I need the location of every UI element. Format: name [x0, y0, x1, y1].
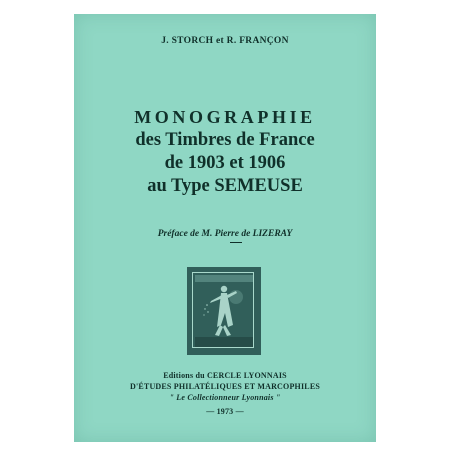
publication-year: — 1973 — [206, 407, 244, 416]
title-line-1: MONOGRAPHIE [134, 107, 316, 127]
book-cover [74, 14, 376, 442]
preface-underline [230, 242, 242, 243]
authors: J. STORCH et R. FRANÇON [161, 36, 289, 46]
title-line-3: de 1903 et 1906 [164, 153, 286, 173]
title-line-2: des Timbres de France [135, 130, 315, 150]
publisher-block [74, 370, 376, 417]
publisher-line-1: Editions du CERCLE LYONNAIS [163, 371, 287, 380]
collection-name: " Le Collectionneur Lyonnais " [169, 393, 281, 402]
semeuse-stamp-icon [187, 267, 261, 355]
title-line-4: au Type SEMEUSE [147, 176, 303, 196]
preface-credit: Préface de M. Pierre de LIZERAY [157, 229, 293, 239]
book-title [74, 106, 376, 198]
publisher-line-2: D'ÉTUDES PHILATÉLIQUES ET MARCOPHILES [129, 382, 321, 391]
semeuse-figure-icon [187, 267, 261, 355]
